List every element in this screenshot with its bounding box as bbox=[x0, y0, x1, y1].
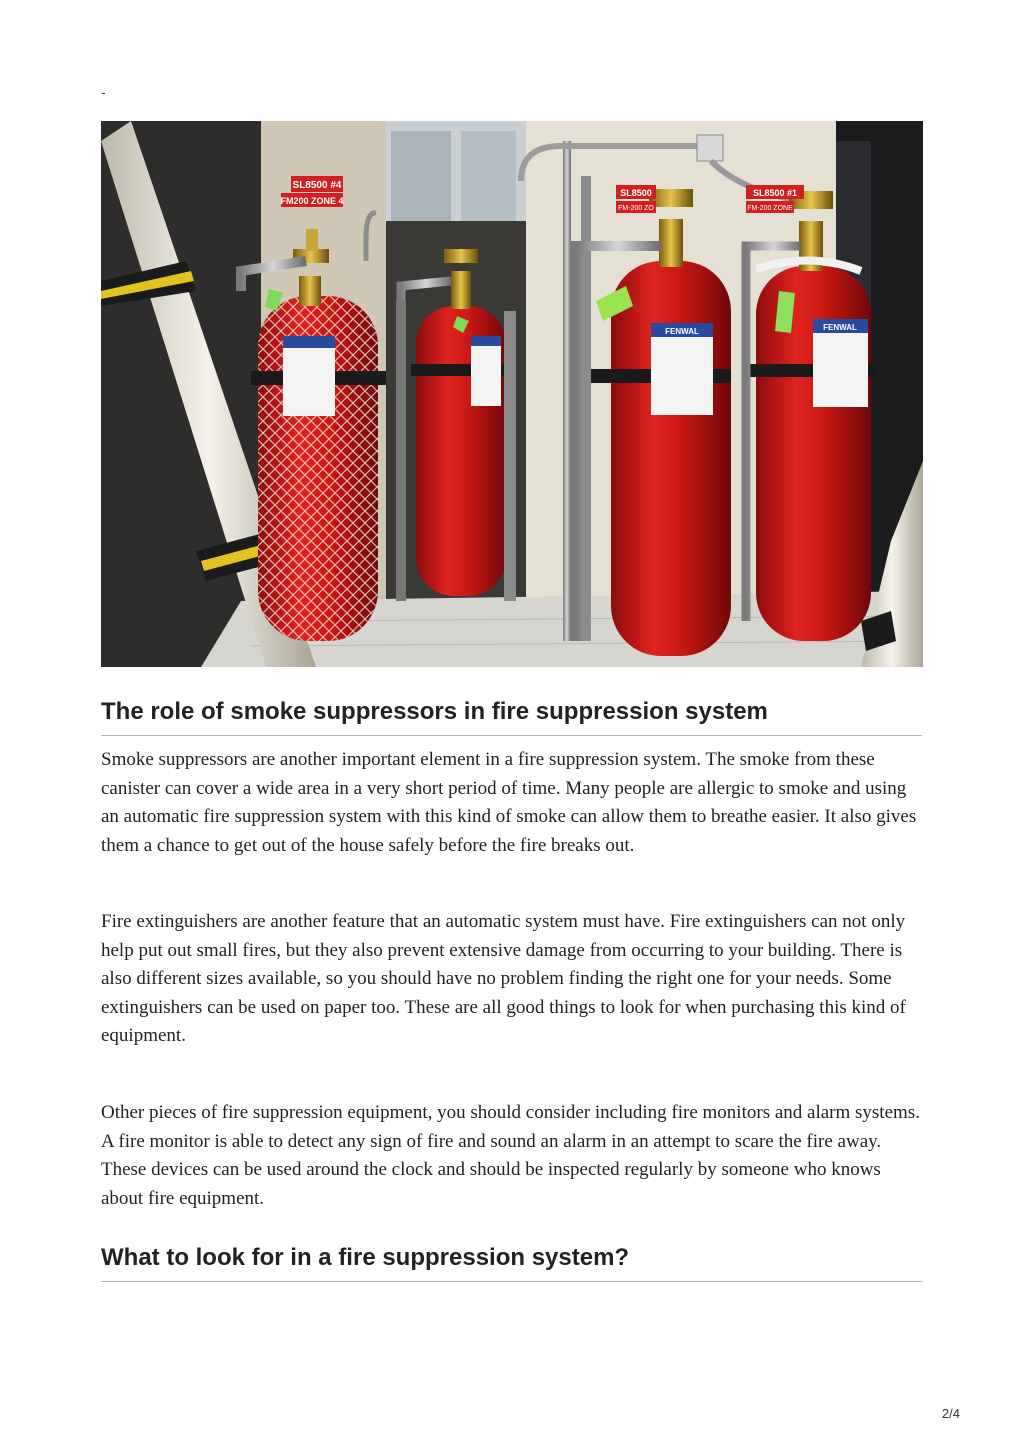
paragraph-smoke-suppressors: Smoke suppressors are another important element in a fire suppression system. The smoke from these canister can cover a wide area in a very short period of time. Many people are allergic to smoke and using an automatic fire suppression system with this kind of smoke can allow them to breathe easier. It also gives them a chance to get out of the house safely before the fire breaks out. bbox=[101, 749, 917, 856]
tank3-label-top: SL8500 bbox=[620, 188, 652, 198]
tank3-brand: FENWAL bbox=[665, 327, 699, 336]
tank4-label-top: SL8500 #1 bbox=[752, 188, 798, 198]
page-number: 2/4 bbox=[941, 1406, 960, 1421]
tank1-label-top: SL8500 #4 bbox=[292, 180, 342, 191]
section-heading-smoke-suppressors: The role of smoke suppressors in fire suppression system bbox=[101, 698, 922, 736]
section-heading-what-to-look-for: What to look for in a fire suppression system? bbox=[101, 1244, 922, 1282]
tank4-label-bottom: FM-200 ZONE bbox=[747, 205, 793, 212]
fire-suppression-tanks-photo bbox=[101, 121, 923, 667]
page-dash: - bbox=[101, 84, 106, 100]
tank4-brand: FENWAL bbox=[823, 323, 857, 332]
paragraph-fire-extinguishers: Fire extinguishers are another feature that an automatic system must have. Fire extinguishers can not only help put out small fires, but they also prevent extensive damage from occurring to your building. There is also different sizes available, so you should have no problem finding the right one for your needs. Some extinguishers can be used on paper too. These are all good things to look for when purchasing this kind of equipment. bbox=[101, 911, 906, 1046]
paragraph-other-equipment: Other pieces of fire suppression equipment, you should consider including fire monitors and alarm systems. A fire monitor is able to detect any sign of fire and sound an alarm in an attempt to scare the fire away. These devices can be used around the clock and should be inspected regularly by someone who knows about fire equipment. bbox=[101, 1102, 920, 1209]
tank3-label-bottom: FM-200 ZO bbox=[618, 205, 654, 212]
tank1-label-bottom: FM200 ZONE 4 bbox=[280, 196, 344, 206]
